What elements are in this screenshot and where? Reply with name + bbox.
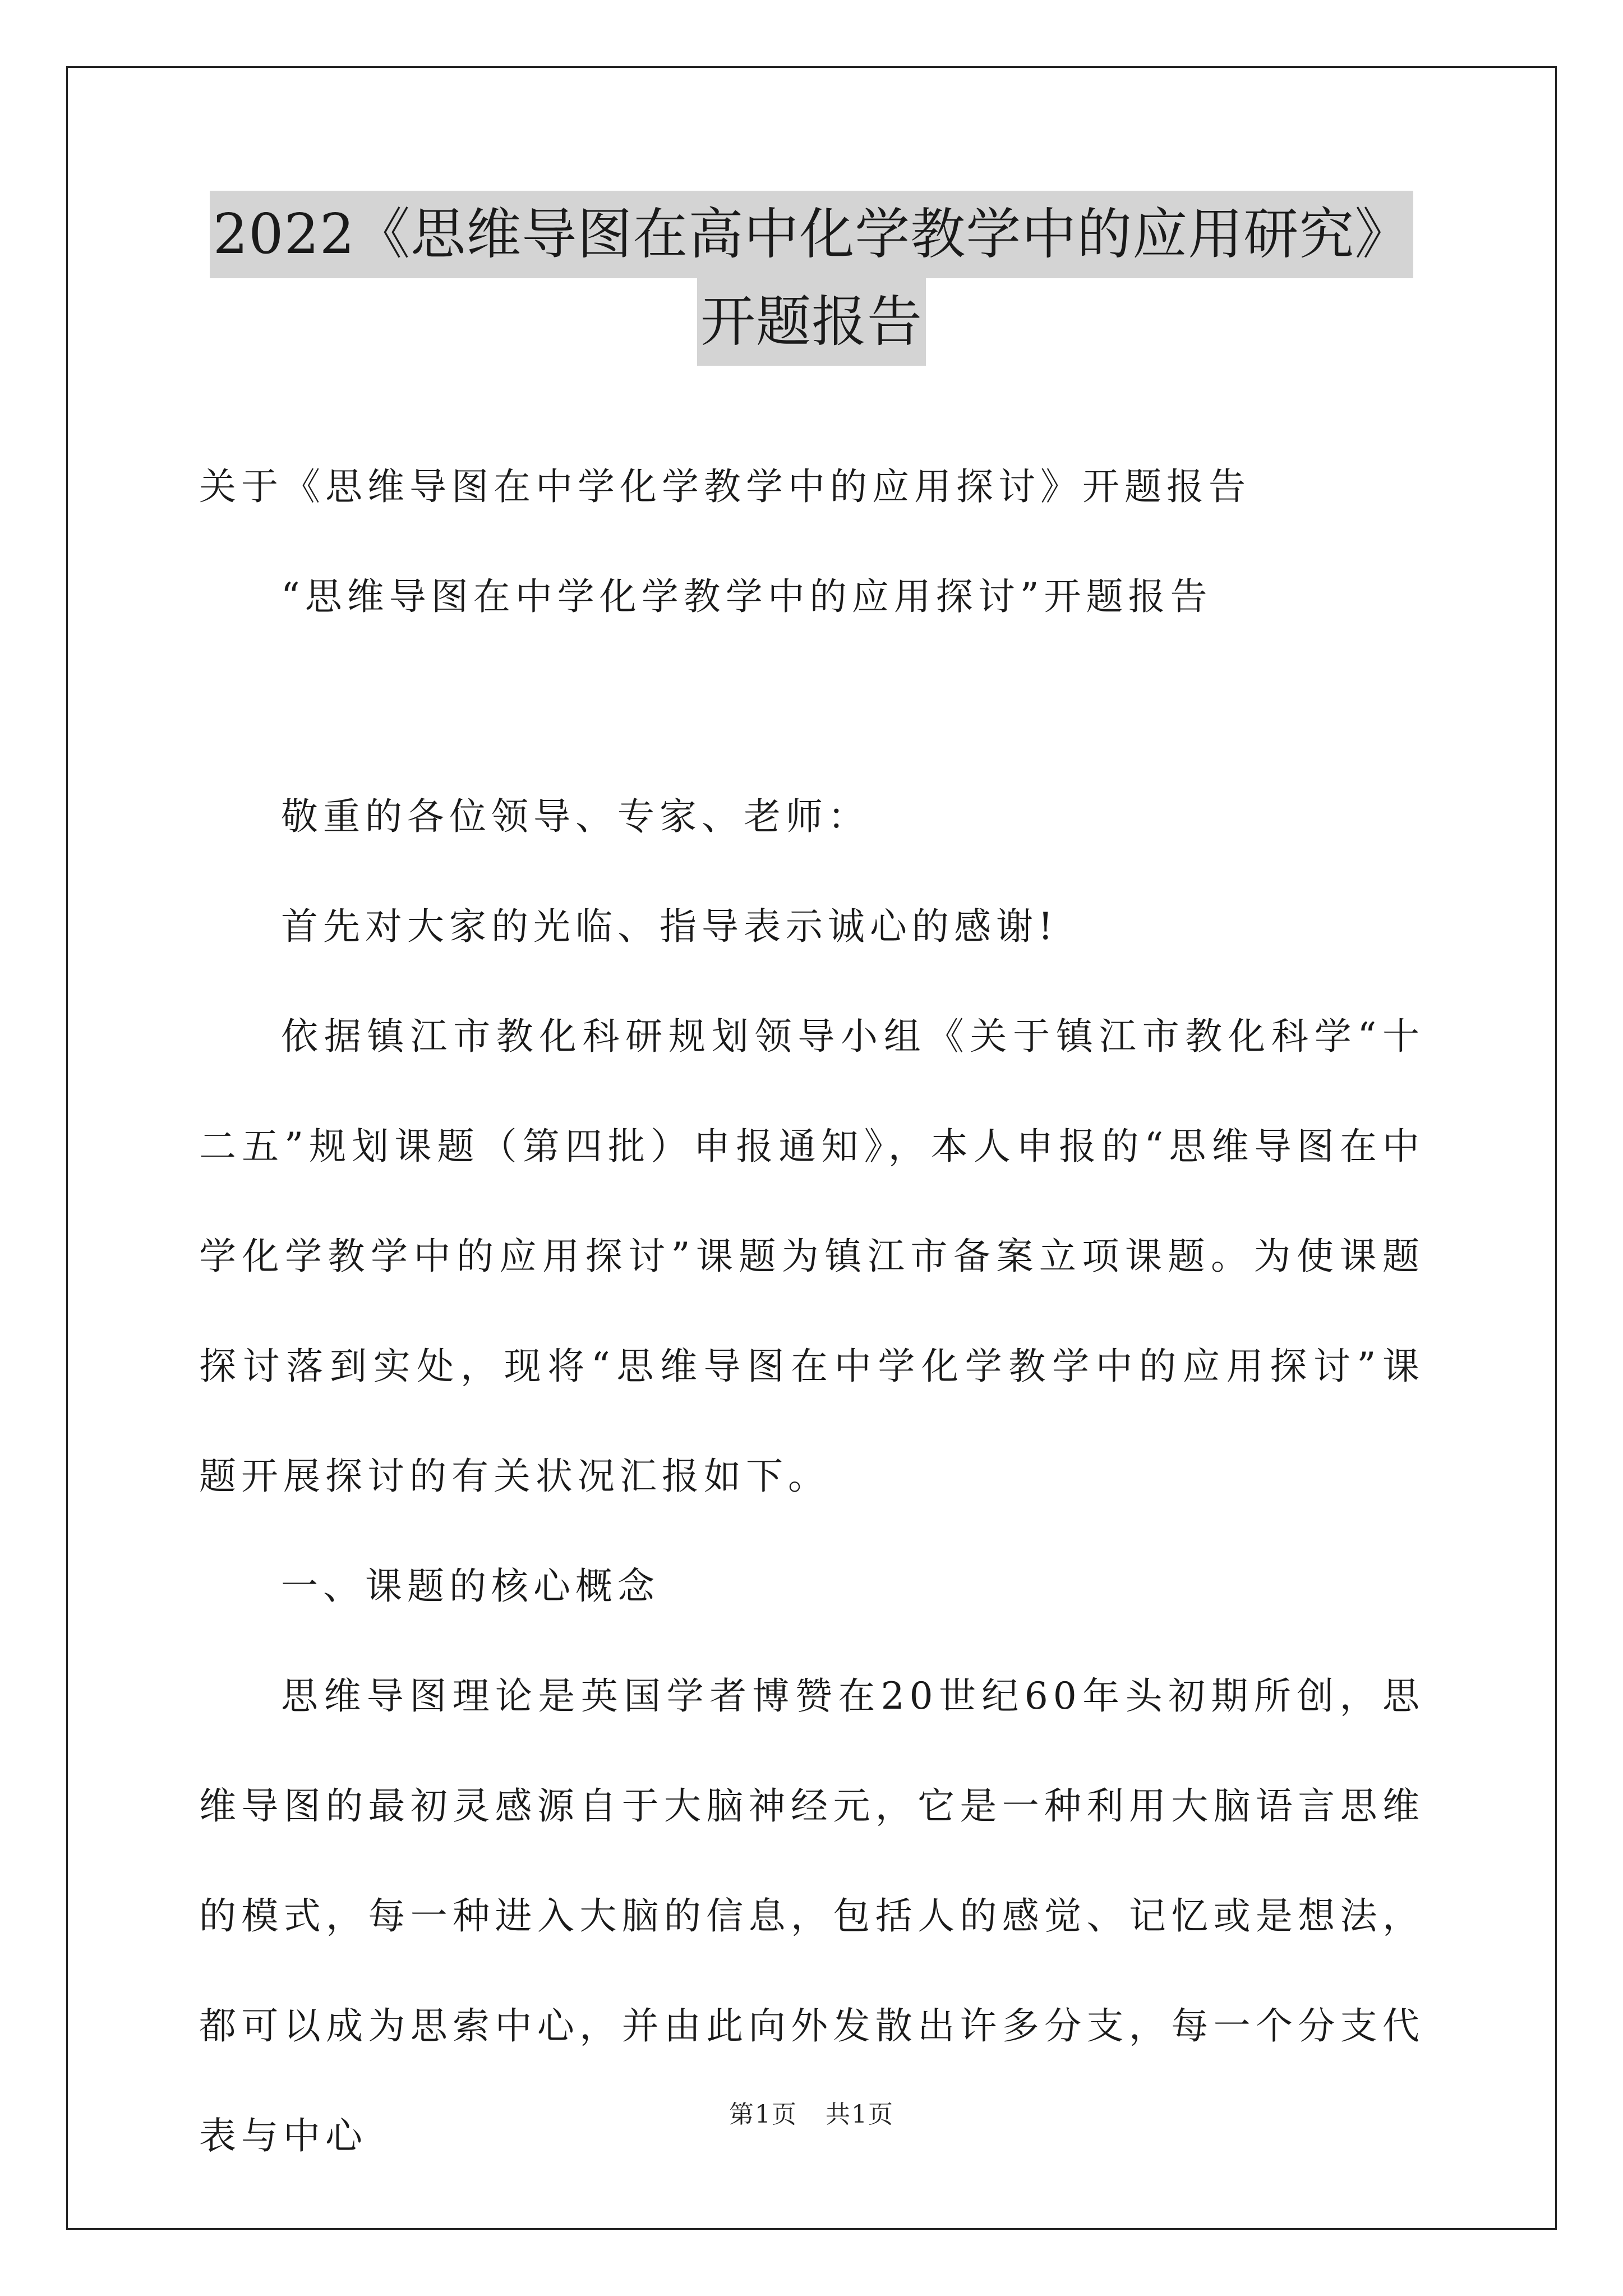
paragraph-mindmap-theory: 思维导图理论是英国学者博赞在20世纪60年头初期所创，思维导图的最初灵感源自于大脑神经元，它是一种利用大脑语言思维的模式，每一种进入大脑的信息，包括人的感觉、记忆或是想法，都可以成为思索中心，并由此向外发散出许多分支，每一个分支代表与中心 bbox=[199, 1674, 1424, 2157]
section-heading-core-concept: 一、课题的核心概念 bbox=[281, 1565, 660, 1608]
page-number-total: 共1页 bbox=[826, 2100, 894, 2129]
paragraph-subtitle: 关于《思维导图在中学化学教学中的应用探讨》开题报告 bbox=[199, 465, 1251, 508]
paragraph-subtitle-quoted: “思维导图在中学化学教学中的应用探讨”开题报告 bbox=[281, 575, 1212, 618]
title-line-1: 2022《思维导图在高中化学教学中的应用研究》 bbox=[210, 191, 1413, 278]
paragraph-salutation: 敬重的各位领导、专家、老师： bbox=[281, 795, 870, 838]
blank-line bbox=[199, 652, 1424, 762]
document-body bbox=[199, 432, 1424, 2191]
document-title bbox=[0, 191, 1623, 366]
paragraph-background: 依据镇江市教化科研规划领导小组《关于镇江市教化科学“十二五”规划课题（第四批）申报通知》，本人申报的“思维导图在中学化学教学中的应用探讨”课题为镇江市备案立项课题。为使课题探讨落到实处，现将“思维导图在中学化学教学中的应用探讨”课题开展探讨的有关状况汇报如下。 bbox=[199, 1015, 1424, 1498]
page-number-current: 第1页 bbox=[729, 2100, 797, 2129]
title-line-2: 开题报告 bbox=[697, 278, 926, 366]
paragraph-thanks: 首先对大家的光临、指导表示诚心的感谢! bbox=[281, 905, 1058, 948]
page-footer bbox=[0, 2098, 1623, 2132]
